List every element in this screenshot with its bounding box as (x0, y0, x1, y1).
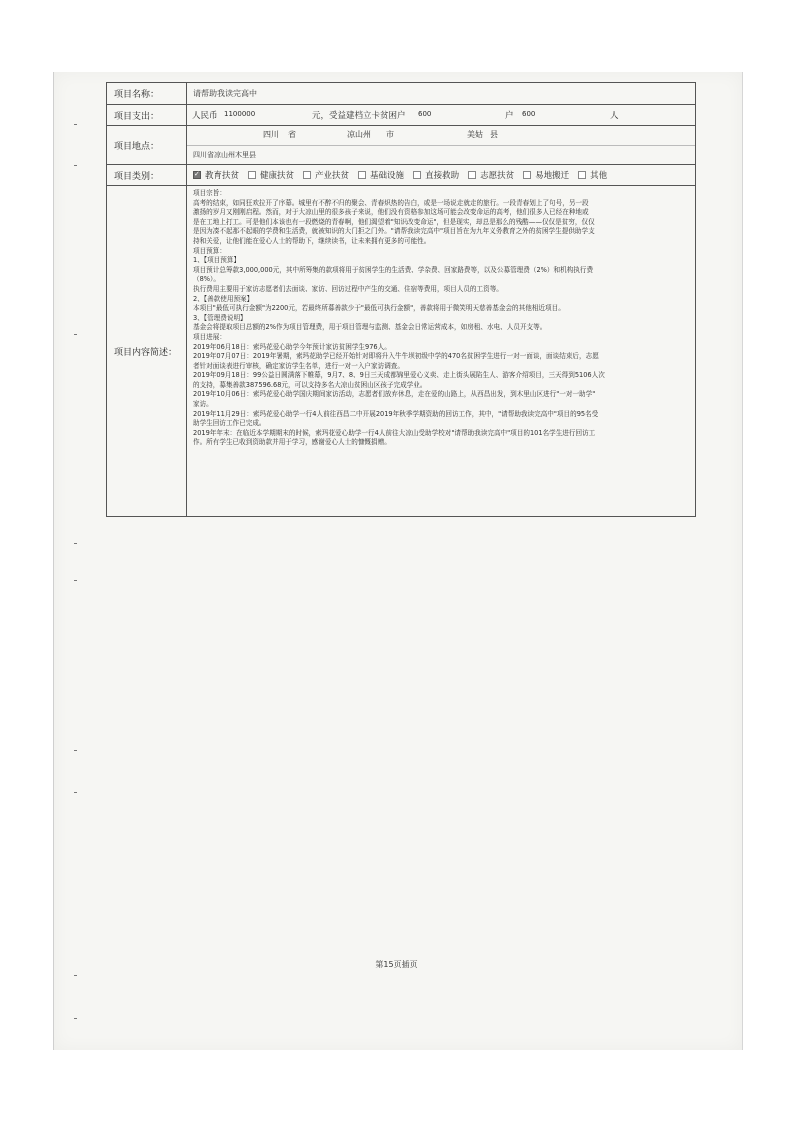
description-line: 的支持，募集善款387596.68元，可以支持多名大凉山贫困山区孩子完成学业。 (193, 380, 427, 389)
category-label: 项目类别： (107, 165, 187, 186)
amount-value: 1100000 (224, 110, 256, 118)
description-line: 本项目"最低可执行金额"为2200元，若最终所募善款少于"最低可执行金额"，善款将用于微笑明天慈善基金会的其他相近项目。 (193, 304, 565, 313)
description-line: 2、【善款使用预案】 (193, 294, 254, 303)
category-option[interactable] (523, 169, 569, 181)
description-line: 执行费用主要用于家访志愿者们去面谈、家访、回访过程中产生的交通、住宿等费用，项目人员的工资等。 (193, 284, 503, 293)
expenditure-label: 项目支出： (107, 105, 187, 126)
category-label-text: 志愿扶贫 (480, 171, 515, 181)
description-line: 高考的结束，如同狂欢拉开了序幕。城里有不醉不归的聚会、青春炽热的告白，或是一场说走就走的旅行。一段青春划上了句号，另一段 (193, 198, 589, 207)
city-value: 凉山州 (347, 130, 371, 139)
category-option[interactable] (413, 169, 459, 181)
description-line: 项目进展： (193, 332, 226, 341)
category-label-text: 基础设施 (370, 171, 405, 181)
checkbox-icon[interactable] (523, 171, 531, 179)
category-option[interactable] (358, 169, 404, 181)
page-footer: 第15页插页 (375, 960, 418, 969)
scan-mark (74, 792, 77, 793)
county-unit: 县 (490, 130, 498, 139)
people-unit: 人 (610, 111, 619, 121)
category-checkbox-group (187, 169, 695, 181)
category-option[interactable] (248, 169, 294, 181)
description-line: 是在工地上打工。可是他们本该也有一段燃烧的青春啊，他们渴望着"知识改变命运"，但是现实，却总是那么的残酷——仅仅是贫穷，仅仅 (193, 217, 595, 226)
description-line: 项目预算： (193, 246, 226, 255)
description-line: 2019年11月29日：索玛花爱心助学一行4人前往西昌二中开展2019年秋季学期资助的回访工作，其中，"请帮助我读完高中"项目的95名受 (193, 409, 599, 418)
description-content (187, 186, 696, 517)
checked-checkbox-icon[interactable] (193, 171, 201, 179)
description-line: 项目宗旨： (193, 189, 226, 197)
description-line: 3、【管理费说明】 (193, 313, 247, 322)
description-line: 是因为凑不起那不起眼的学费和生活费，就被知识的大门拒之门外。"请帮我读完高中"项目旨在为九年义务教育之外的贫困学生提供助学支 (193, 227, 595, 236)
people-value: 600 (522, 110, 536, 118)
scan-mark (74, 543, 77, 544)
description-line: （8%）。 (193, 275, 220, 284)
province-value: 四川 (263, 130, 279, 139)
description-line: 助学生回访工作已完成。 (193, 419, 266, 428)
category-label-text: 健康扶贫 (260, 171, 295, 181)
scan-mark (74, 975, 77, 976)
category-label-text: 教育扶贫 (205, 171, 240, 181)
category-label-text: 其他 (590, 171, 608, 181)
description-line: 激扬的岁月又刚刚启程。然而，对于大凉山里的很多孩子来说，他们没有资格参加这场可能会改变命运的高考，他们很多人已经在种地或 (193, 208, 589, 217)
category-option[interactable] (468, 169, 514, 181)
city-unit: 市 (386, 130, 394, 139)
description-line: 2019年年末：在临近本学期期末的时候，索玛花爱心助学一行4人前往大凉山受助学校对"请帮助我读完高中"项目的101名学生进行回访工 (193, 428, 596, 437)
province-unit: 省 (288, 130, 296, 139)
checkbox-icon[interactable] (303, 171, 311, 179)
address-value: 四川省凉山州木里县 (193, 151, 256, 159)
description-line: 持和关爱，让他们能在爱心人士的帮助下，继续读书，让未来拥有更多的可能性。 (193, 236, 431, 245)
households-unit: 户 (505, 111, 514, 121)
category-label-text: 产业扶贫 (315, 171, 350, 181)
project-name-label: 项目名称： (107, 83, 187, 105)
description-line: 者针对面谈表进行审核，确定家访学生名单，进行一对一入户家访调查。 (193, 361, 404, 370)
checkbox-icon[interactable] (413, 171, 421, 179)
scan-mark (74, 334, 77, 335)
description-line: 2019年07月07日：2019年暑期，索玛花助学已经开始针对即将升入牛牛坝初级中学的470名贫困学生进行一对一面谈，面谈结束后，志愿 (193, 352, 599, 361)
description-line: 2019年10月06日：索玛花爱心助学国庆期间家访活动，志愿者们放弃休息，走在爱的山路上，从西昌出发，到木里山区进行"一对一助学" (193, 390, 596, 399)
amount-unit-text: 元，受益建档立卡贫困户 (312, 111, 406, 121)
scan-mark (74, 580, 77, 581)
category-option[interactable] (303, 169, 349, 181)
location-cell (187, 126, 696, 165)
description-line: 1、【项目预算】 (193, 256, 241, 265)
category-option[interactable] (578, 169, 607, 181)
scan-mark (74, 1018, 77, 1019)
checkbox-icon[interactable] (358, 171, 366, 179)
scan-mark (74, 124, 77, 125)
description-label: 项目内容简述： (107, 186, 187, 517)
checkbox-icon[interactable] (578, 171, 586, 179)
project-name-value: 请帮助我读完高中 (187, 83, 696, 105)
category-label-text: 直接救助 (425, 171, 460, 181)
scan-mark (74, 750, 77, 751)
location-label: 项目地点： (107, 126, 187, 165)
category-label-text: 易地搬迁 (535, 171, 570, 181)
description-line: 2019年09月18日：99公益日圆满落下帷幕，9月7、8、9日三天成都锦里爱心义卖、走上街头展陷生人、游客介绍项目，三天得到5106人次 (193, 371, 605, 380)
description-line: 作。所有学生已收到资助款并用于学习，感谢爱心人士的慷慨捐赠。 (193, 438, 391, 447)
checkbox-icon[interactable] (248, 171, 256, 179)
category-option[interactable] (193, 169, 239, 181)
description-line: 基金会将提取项目总额的2%作为项目管理费，用于项目管理与监测、基金会日常运营成本，如房租、水电、人员开支等。 (193, 323, 547, 332)
currency-prefix: 人民币 (192, 111, 218, 121)
category-cell (187, 165, 696, 186)
expenditure-cell (187, 105, 696, 126)
checkbox-icon[interactable] (468, 171, 476, 179)
description-line: 项目预计总筹款3,000,000元，其中所筹集的款项将用于贫困学生的生活费、学杂费、回家路费等，以及公募管理费（2%）和机构执行费 (193, 265, 594, 274)
county-value: 美姑 (467, 130, 483, 139)
scan-mark (74, 165, 77, 166)
description-line: 家访。 (193, 400, 213, 409)
description-line: 2019年06月18日：索玛花爱心助学今年预计家访贫困学生976人。 (193, 342, 391, 351)
households-value: 600 (418, 110, 432, 118)
project-info-table (106, 82, 696, 517)
